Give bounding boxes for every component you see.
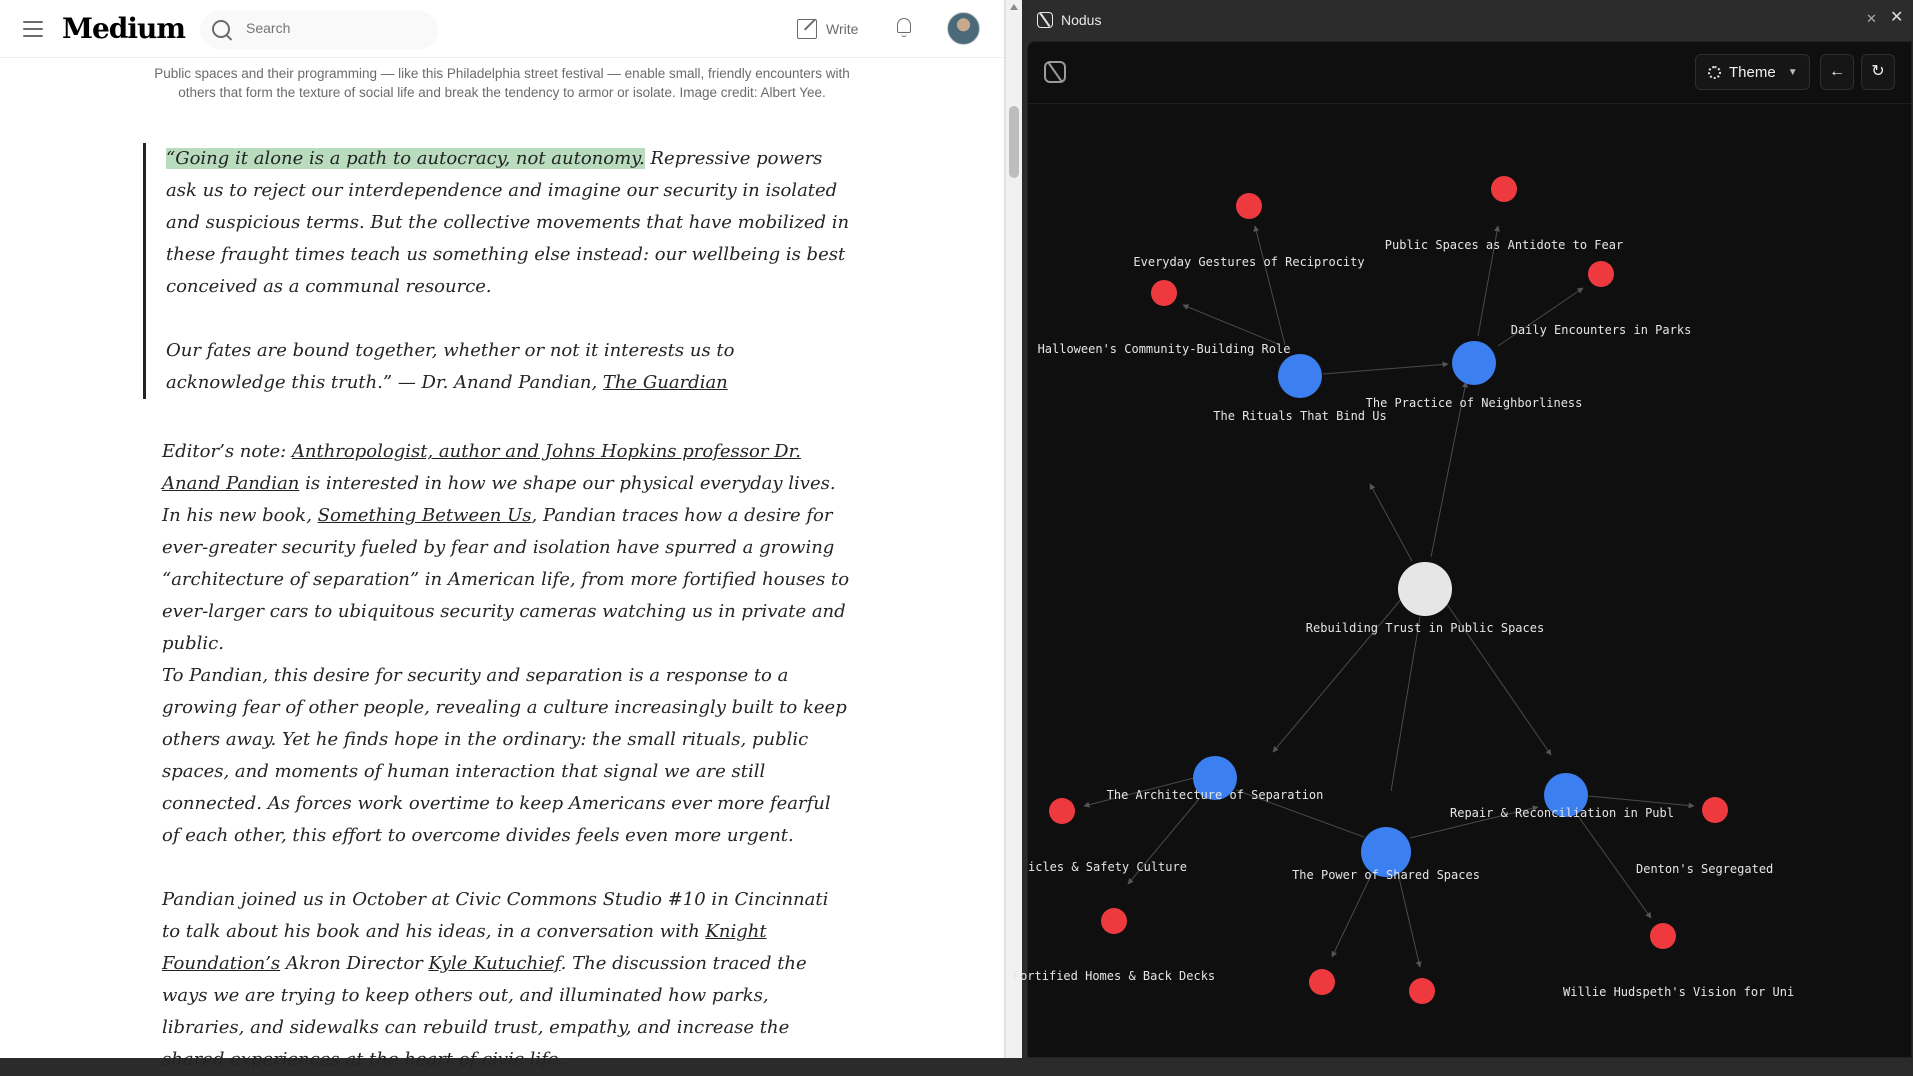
edge [1255,226,1285,345]
node-vehicles[interactable] [1049,798,1075,824]
node-hudspeth[interactable] [1650,923,1676,949]
mind-map-graph[interactable] [1012,42,1913,1059]
graph-labels [1013,238,1794,999]
nodus-logo-icon[interactable] [1044,61,1066,83]
book-link[interactable]: Something Between Us [317,505,532,526]
menu-icon[interactable] [23,21,43,37]
node-label: Fortified Homes & Back Decks [1012,969,1216,983]
node-label: The Practice of Neighborliness [1365,396,1583,410]
write-icon [797,19,817,39]
quote-paragraph-1 [166,143,853,303]
node-label: Halloween's Community-Building Role [1037,342,1291,356]
node-label: Willie Hudspeth's Vision for Uni [1563,985,1795,999]
arrow-left-icon: ← [1829,63,1845,80]
node-label: icles & Safety Culture [1028,860,1187,874]
user-avatar[interactable] [947,12,980,45]
node-leaf-shared-1[interactable] [1309,969,1335,995]
paragraph-text: . The discussion traced the ways we are trying to keep others out, and illuminated how parks, libraries, and sidewalks can rebuild trust, empathy, and increase the shared experiences at the heart of civic life. [162,953,807,1070]
medium-logo[interactable]: Medium [62,12,186,45]
search-icon [212,20,230,38]
refresh-button[interactable] [1861,54,1895,90]
node-leaf-shared-2[interactable] [1409,978,1435,1004]
back-button[interactable] [1820,54,1854,90]
pull-quote [143,143,853,399]
node-rituals[interactable] [1278,354,1322,398]
node-practice[interactable] [1452,341,1496,385]
node-label: Rebuilding Trust in Public Spaces [1305,621,1545,635]
write-label: Write [826,21,859,37]
paragraph-text: , Pandian traces how a desire for ever-greater security fueled by fear and isolation have spurred a growing “architecture of separation” in American life, from more fortified houses to ever-larger cars to ubiquitous security cameras watching us in private and public. [162,505,850,654]
node-label: Denton's Segregated [1636,862,1774,876]
quote-text: Repressive powers ask us to reject our interdependence and imagine our security in isolated and suspicious terms. But the collective movements that have mobilized in these fraught times teach us something else instead: our wellbeing is best conceived as a communal resource. [166,148,850,297]
article-paragraph-3 [162,884,850,1076]
node-label: Everyday Gestures of Reciprocity [1133,255,1365,269]
node-label: The Architecture of Separation [1106,788,1324,802]
paragraph-text: Pandian joined us in October at Civic Commons Studio #10 in Cincinnati to talk about his book and his ideas, in a conversation with [162,889,829,942]
guardian-link[interactable]: The Guardian [602,372,728,393]
graph-canvas[interactable] [1012,41,1912,1058]
edge [1391,617,1420,791]
node-denton[interactable] [1702,797,1728,823]
write-button[interactable] [797,19,858,39]
article-paragraph-editors-note [162,436,850,660]
nodus-side-panel [1012,0,1912,1058]
paragraph-text: Editor’s note: [162,441,292,462]
image-caption: Public spaces and their programming — like this Philadelphia street festival — enable small, friendly encounters with others that form the texture of social life and break the tendency to armor or isolate. Image credit: Albert Yee. [154,66,850,100]
close-icon[interactable]: ✕ [1890,9,1904,26]
notifications-bell-icon[interactable] [895,18,913,38]
node-homes[interactable] [1101,908,1127,934]
refresh-icon: ↻ [1871,63,1885,80]
knight-foundation-link[interactable]: Knight Foundation’s [162,921,767,974]
theme-dropdown[interactable] [1695,54,1810,90]
search-input[interactable] [246,20,426,36]
paragraph-text: is interested in how we shape our physical everyday lives. In his new book, [162,473,836,526]
gear-icon [1708,66,1721,79]
node-label: Public Spaces as Antidote to Fear [1384,238,1624,252]
theme-label: Theme [1729,63,1776,81]
quote-text: Our fates are bound together, whether or not it interests us to acknowledge this truth.” — Dr. Anand Pandian, [166,340,735,393]
nodus-app-icon [1037,12,1053,28]
node-root[interactable] [1398,562,1452,616]
pandian-link[interactable]: Anthropologist, author and Johns Hopkins professor Dr. Anand Pandian [162,441,801,494]
node-encounters[interactable] [1588,261,1614,287]
quote-paragraph-2 [166,335,853,399]
scroll-up-arrow-icon[interactable] [1010,4,1018,10]
edge [1498,288,1583,346]
scrollbar-thumb[interactable] [1009,106,1019,178]
edge [1323,364,1448,374]
edge [1588,796,1694,806]
node-label: Repair & Reconciliation in Publ [1450,806,1674,820]
node-label: The Rituals That Bind Us [1213,409,1387,423]
kutuchief-link[interactable]: Kyle Kutuchief [428,953,561,974]
unpin-icon[interactable]: ✕ [1866,11,1877,26]
search-box[interactable] [200,11,438,49]
node-label: The Power of Shared Spaces [1292,868,1480,882]
panel-titlebar [1023,0,1912,40]
page-scrollbar[interactable] [1005,0,1022,1058]
node-halloween[interactable] [1151,280,1177,306]
paragraph-text: Akron Director [280,953,429,974]
panel-title: Nodus [1061,12,1102,28]
highlighted-text[interactable]: “Going it alone is a path to autocracy, not autonomy. [166,148,645,169]
top-nav [0,0,1004,58]
node-label: Daily Encounters in Parks [1510,323,1692,337]
edge [1183,305,1278,344]
edge [1370,484,1412,561]
node-gestures[interactable] [1236,193,1262,219]
node-antidote[interactable] [1491,176,1517,202]
graph-toolbar [1028,42,1911,104]
chevron-down-icon: ▼ [1787,66,1798,78]
article-paragraph-2: To Pandian, this desire for security and separation is a response to a growing fear of other people, revealing a culture increasingly built to keep others away. Yet he finds hope in the ordinary: the small rituals, public spaces, and moments of human interaction that signal we are still connected. As forces work overtime to keep Americans ever more fearful of each other, this effort to overcome divides feels even more urgent. [162,665,847,846]
